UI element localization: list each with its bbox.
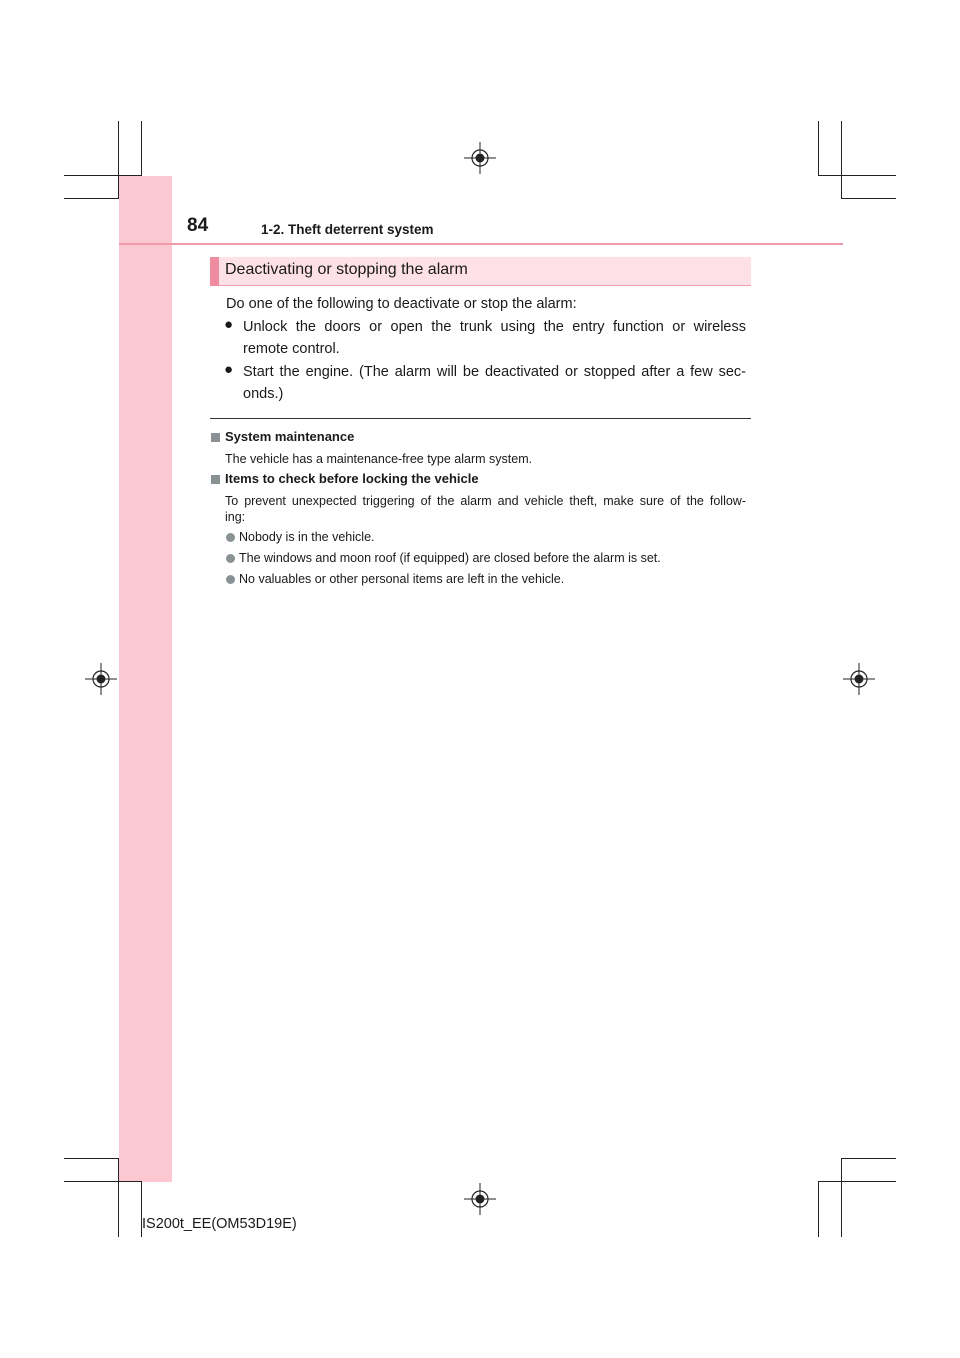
bullet-icon [226,554,235,563]
margin-strip [119,176,172,1182]
crop-mark [118,1158,119,1237]
square-bullet-icon [211,433,220,442]
registration-mark-icon [84,662,118,696]
bullet-icon: ● [224,316,234,333]
crop-mark [818,121,819,176]
document-code: IS200t_EE(OM53D19E) [142,1216,297,1232]
note-text: ing: [225,510,246,524]
list-item-line: remote control. [243,341,340,357]
crop-mark [141,121,142,176]
registration-mark-icon [463,141,497,175]
crop-mark [64,1181,142,1182]
crop-mark [841,121,842,199]
list-item: The windows and moon roof (if equipped) are closed before the alarm is set. [239,551,661,565]
note-heading: Items to check before locking the vehicle [225,471,479,486]
bullet-icon: ● [224,361,234,378]
section-title: Deactivating or stopping the alarm [225,261,468,278]
note-text: To prevent unexpected triggering of the alarm and vehicle theft, make sure of the follow- [225,494,746,508]
page-number: 84 [187,215,209,236]
crop-mark [64,1158,119,1159]
crop-mark [64,175,142,176]
crop-mark [64,198,119,199]
section-heading-bar [210,257,219,286]
chapter-title: 1-2. Theft deterrent system [261,222,434,237]
section-divider [210,418,751,419]
crop-mark [841,1158,842,1237]
crop-mark [818,1181,819,1237]
note-text: The vehicle has a maintenance-free type alarm system. [225,452,533,466]
crop-mark [818,1181,896,1182]
list-item-line: Unlock the doors or open the trunk using the entry function or wireless [243,319,746,335]
section-intro: Do one of the following to deactivate or stop the alarm: [226,296,577,312]
crop-mark [841,1158,896,1159]
bullet-icon [226,533,235,542]
list-item [243,361,746,405]
registration-mark-icon [463,1182,497,1216]
list-item [243,316,746,360]
note-heading: System maintenance [225,429,355,444]
list-item: Nobody is in the vehicle. [239,530,375,544]
square-bullet-icon [211,475,220,484]
list-item-line: Start the engine. (The alarm will be deactivated or stopped after a few sec- [243,364,746,380]
crop-mark [818,175,896,176]
bullet-icon [226,575,235,584]
header-rule [119,243,843,245]
list-item: No valuables or other personal items are left in the vehicle. [239,572,565,586]
registration-mark-icon [842,662,876,696]
list-item-line: onds.) [243,386,284,402]
crop-mark [118,121,119,199]
crop-mark [841,198,896,199]
